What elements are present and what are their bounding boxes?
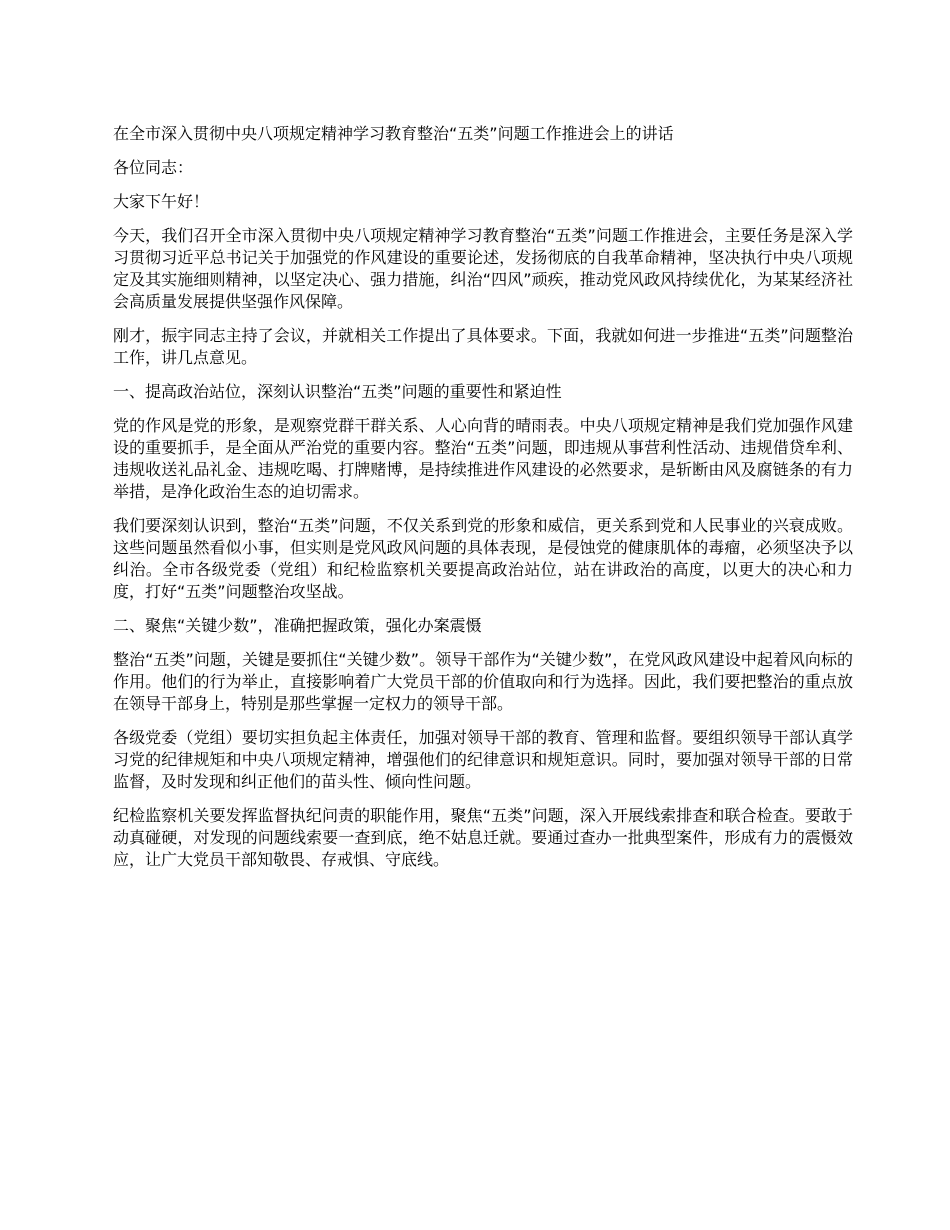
body-paragraph: 整治“五类”问题，关键是要抓住“关键少数”。领导干部作为“关键少数”，在党风政风建设中起着风向标的作用。他们的行为举止，直接影响着广大党员干部的价值取向和行为选择。因此，我们要把整治的重点放在领导干部身上，特别是那些掌握一定权力的领导干部。 (113, 650, 853, 713)
salutation: 大家下午好！ (113, 192, 210, 211)
document-page (113, 123, 853, 883)
body-paragraph: 我们要深刻认识到，整治“五类”问题，不仅关系到党的形象和威信，更关系到党和人民事业的兴衰成败。这些问题虽然看似小事，但实则是党风政风问题的具体表现，是侵蚀党的健康肌体的毒瘤，必须坚决予以纠治。全市各级党委（党组）和纪检监察机关要提高政治站位，站在讲政治的高度，以更大的决心和力度，打好“五类”问题整治攻坚战。 (113, 516, 853, 601)
section-heading: 二、聚焦“关键少数”，准确把握政策，强化办案震慑 (113, 616, 482, 635)
document-title: 在全市深入贯彻中央八项规定精神学习教育整治“五类”问题工作推进会上的讲话 (113, 124, 674, 143)
greeting: 各位同志： (113, 158, 194, 177)
intro-paragraph: 今天，我们召开全市深入贯彻中央八项规定精神学习教育整治“五类”问题工作推进会，主要任务是深入学习贯彻习近平总书记关于加强党的作风建设的重要论述，发扬彻底的自我革命精神，坚决执行中央八项规定及其实施细则精神，以坚定决心、强力措施，纠治“四风”顽疾，推动党风政风持续优化，为某某经济社会高质量发展提供坚强作风保障。 (113, 226, 853, 311)
body-paragraph: 各级党委（党组）要切实担负起主体责任，加强对领导干部的教育、管理和监督。要组织领导干部认真学习党的纪律规矩和中央八项规定精神，增强他们的纪律意识和规矩意识。同时，要加强对领导干部的日常监督，及时发现和纠正他们的苗头性、倾向性问题。 (113, 728, 853, 791)
intro-paragraph: 刚才，振宇同志主持了会议，并就相关工作提出了具体要求。下面，我就如何进一步推进“五类”问题整治工作，讲几点意见。 (113, 326, 853, 367)
body-paragraph: 党的作风是党的形象，是观察党群干群关系、人心向背的晴雨表。中央八项规定精神是我们党加强作风建设的重要抓手，是全面从严治党的重要内容。整治“五类”问题，即违规从事营利性活动、违规借贷牟利、违规收送礼品礼金、违规吃喝、打牌赌博，是持续推进作风建设的必然要求，是斩断由风及腐链条的有力举措，是净化政治生态的迫切需求。 (113, 416, 853, 501)
body-paragraph: 纪检监察机关要发挥监督执纪问责的职能作用，聚焦“五类”问题，深入开展线索排查和联合检查。要敢于动真碰硬，对发现的问题线索要一查到底，绝不姑息迁就。要通过查办一批典型案件，形成有力的震慑效应，让广大党员干部知敬畏、存戒惧、守底线。 (113, 806, 853, 869)
section-heading: 一、提高政治站位，深刻认识整治“五类”问题的重要性和紧迫性 (113, 382, 562, 401)
